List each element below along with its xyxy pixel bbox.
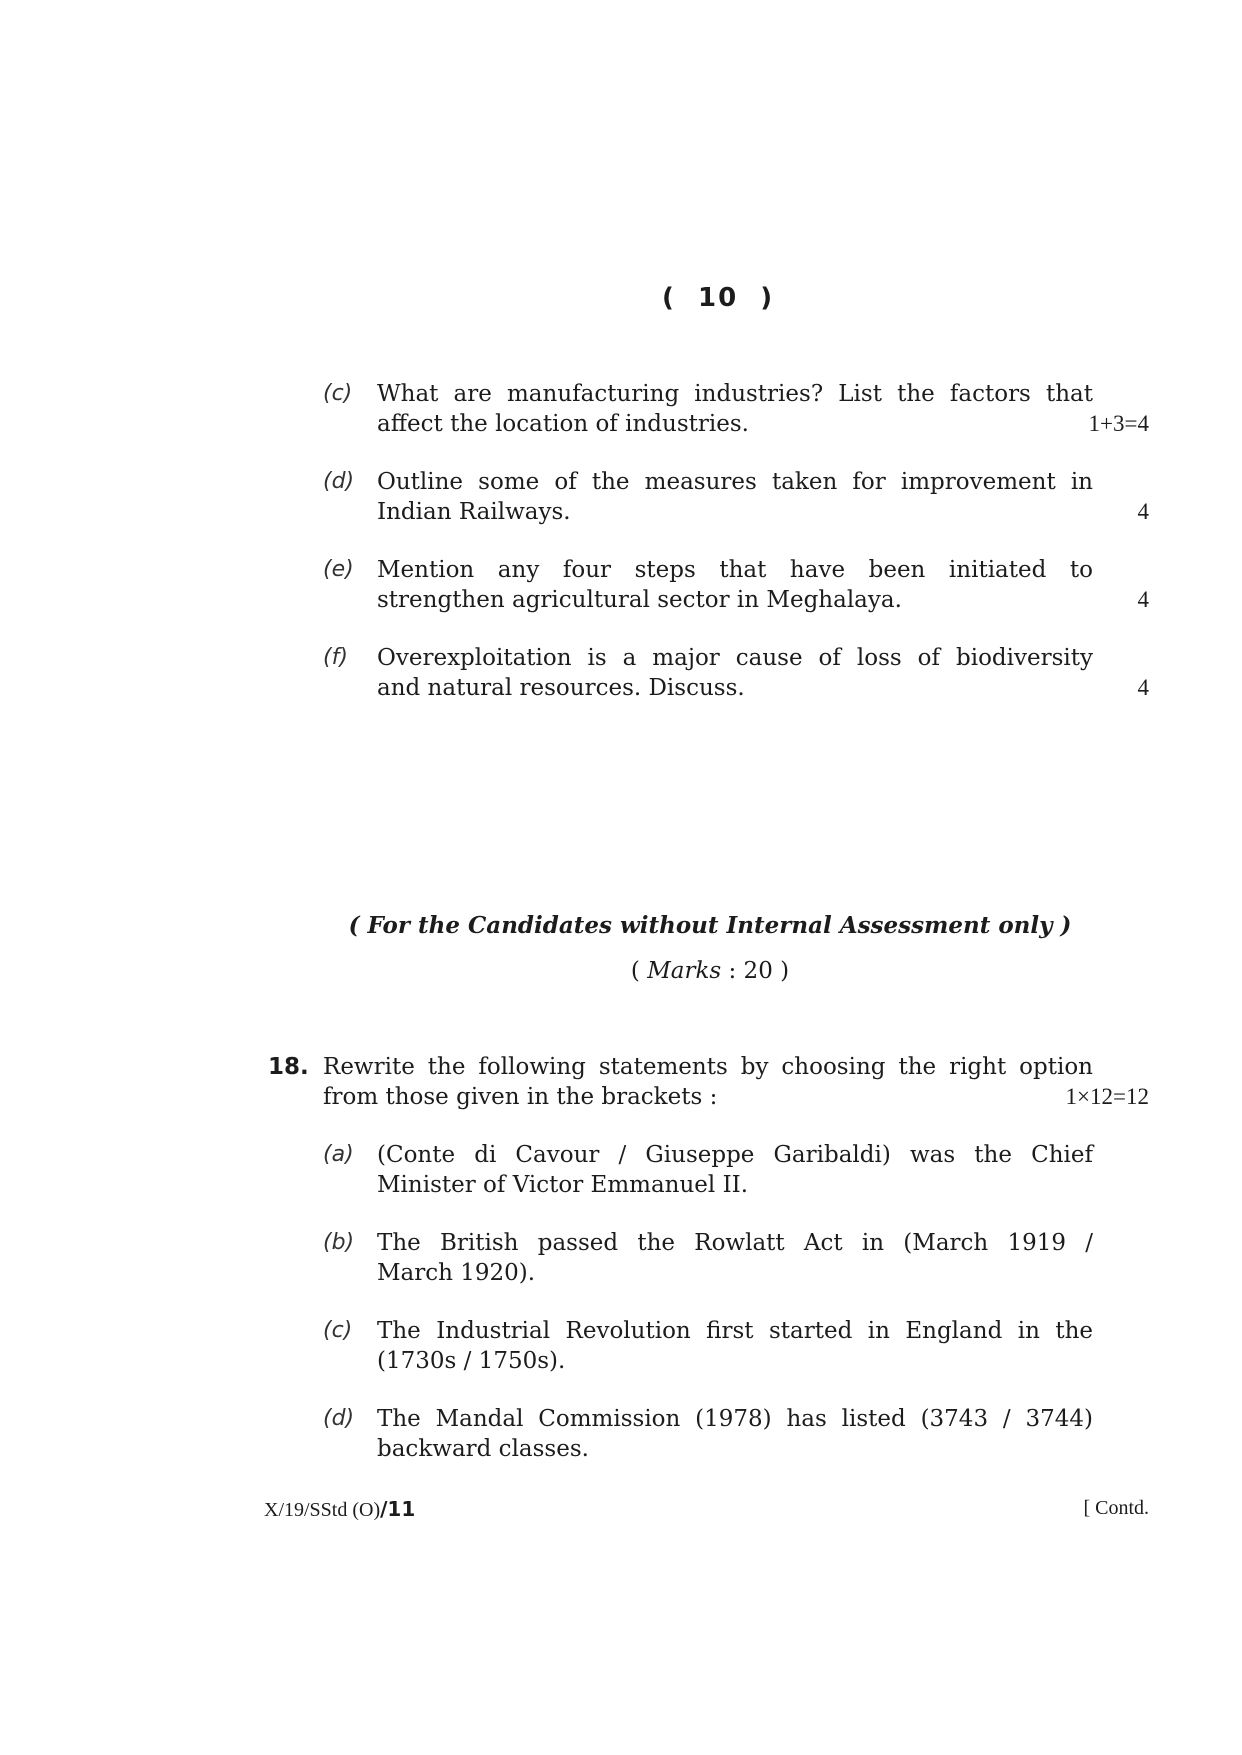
part-label: (f) bbox=[323, 645, 348, 670]
part-text bbox=[377, 1228, 1093, 1288]
question-part-e bbox=[323, 555, 1149, 615]
section-marks-label: Marks bbox=[647, 958, 722, 984]
part-text-line: What are manufacturing industries? List the factors that bbox=[377, 381, 1093, 407]
part-text-line: Minister of Victor Emmanuel II. bbox=[377, 1172, 749, 1198]
part-text-line: Outline some of the measures taken for improvement in bbox=[377, 469, 1093, 495]
paper-code-suffix: /11 bbox=[380, 1497, 416, 1521]
page-number-text: ( 10 ) bbox=[662, 283, 775, 313]
contd-label: [ Contd. bbox=[1083, 1497, 1149, 1519]
part-text-line: Overexploitation is a major cause of loss of biodiversity bbox=[377, 645, 1093, 671]
section-heading-text: ( For the Candidates without Internal Assessment only ) bbox=[348, 912, 1072, 939]
paper-code-prefix: X/19/SStd (O) bbox=[264, 1499, 381, 1521]
part-text bbox=[377, 1140, 1093, 1200]
section-marks-open: ( bbox=[630, 958, 648, 984]
q18-part-d bbox=[323, 1404, 1149, 1464]
part-text-line: The Mandal Commission (1978) has listed (3743 / 3744) bbox=[377, 1406, 1093, 1432]
part-label: (d) bbox=[323, 1406, 355, 1431]
part-marks: 4 bbox=[1137, 675, 1149, 700]
question-number: 18. bbox=[268, 1054, 309, 1080]
question-part-f bbox=[323, 643, 1149, 703]
part-label: (c) bbox=[323, 1318, 353, 1343]
question-text-line: Rewrite the following statements by choosing the right option bbox=[323, 1054, 1093, 1080]
section-marks bbox=[340, 958, 1080, 984]
part-text bbox=[377, 467, 1093, 527]
question-18 bbox=[268, 1052, 1149, 1112]
part-text bbox=[377, 643, 1093, 703]
part-text-line: strengthen agricultural sector in Meghalaya. bbox=[377, 587, 902, 613]
part-text bbox=[377, 379, 1093, 439]
paper-code bbox=[264, 1497, 415, 1522]
part-text bbox=[377, 1316, 1093, 1376]
question-text-line: from those given in the brackets : bbox=[323, 1084, 718, 1110]
part-label: (a) bbox=[323, 1142, 354, 1167]
part-text-line: The British passed the Rowlatt Act in (March 1919 / bbox=[377, 1230, 1093, 1256]
part-text-line: The Industrial Revolution first started in England in the bbox=[377, 1318, 1093, 1344]
part-text-line: (1730s / 1750s). bbox=[377, 1348, 566, 1374]
q18-part-a bbox=[323, 1140, 1149, 1200]
part-text bbox=[377, 555, 1093, 615]
part-marks: 4 bbox=[1137, 499, 1149, 524]
q18-part-c bbox=[323, 1316, 1149, 1376]
part-text-line: affect the location of industries. bbox=[377, 411, 749, 437]
part-text-line: Mention any four steps that have been initiated to bbox=[377, 557, 1093, 583]
part-text-line: (Conte di Cavour / Giuseppe Garibaldi) was the Chief bbox=[377, 1142, 1093, 1168]
part-label: (b) bbox=[323, 1230, 355, 1255]
part-marks: 1+3=4 bbox=[1088, 411, 1149, 436]
question-part-c bbox=[323, 379, 1149, 439]
part-marks: 4 bbox=[1137, 587, 1149, 612]
question-marks: 1×12=12 bbox=[1065, 1084, 1149, 1109]
question-text bbox=[323, 1052, 1093, 1112]
part-label: (d) bbox=[323, 469, 355, 494]
part-text-line: and natural resources. Discuss. bbox=[377, 675, 745, 701]
part-label: (c) bbox=[323, 381, 353, 406]
question-part-d bbox=[323, 467, 1149, 527]
part-text bbox=[377, 1404, 1093, 1464]
part-text-line: backward classes. bbox=[377, 1436, 589, 1462]
q18-part-b bbox=[323, 1228, 1149, 1288]
section-marks-value: : 20 ) bbox=[721, 958, 790, 984]
part-text-line: Indian Railways. bbox=[377, 499, 571, 525]
part-text-line: March 1920). bbox=[377, 1260, 536, 1286]
part-label: (e) bbox=[323, 557, 354, 582]
